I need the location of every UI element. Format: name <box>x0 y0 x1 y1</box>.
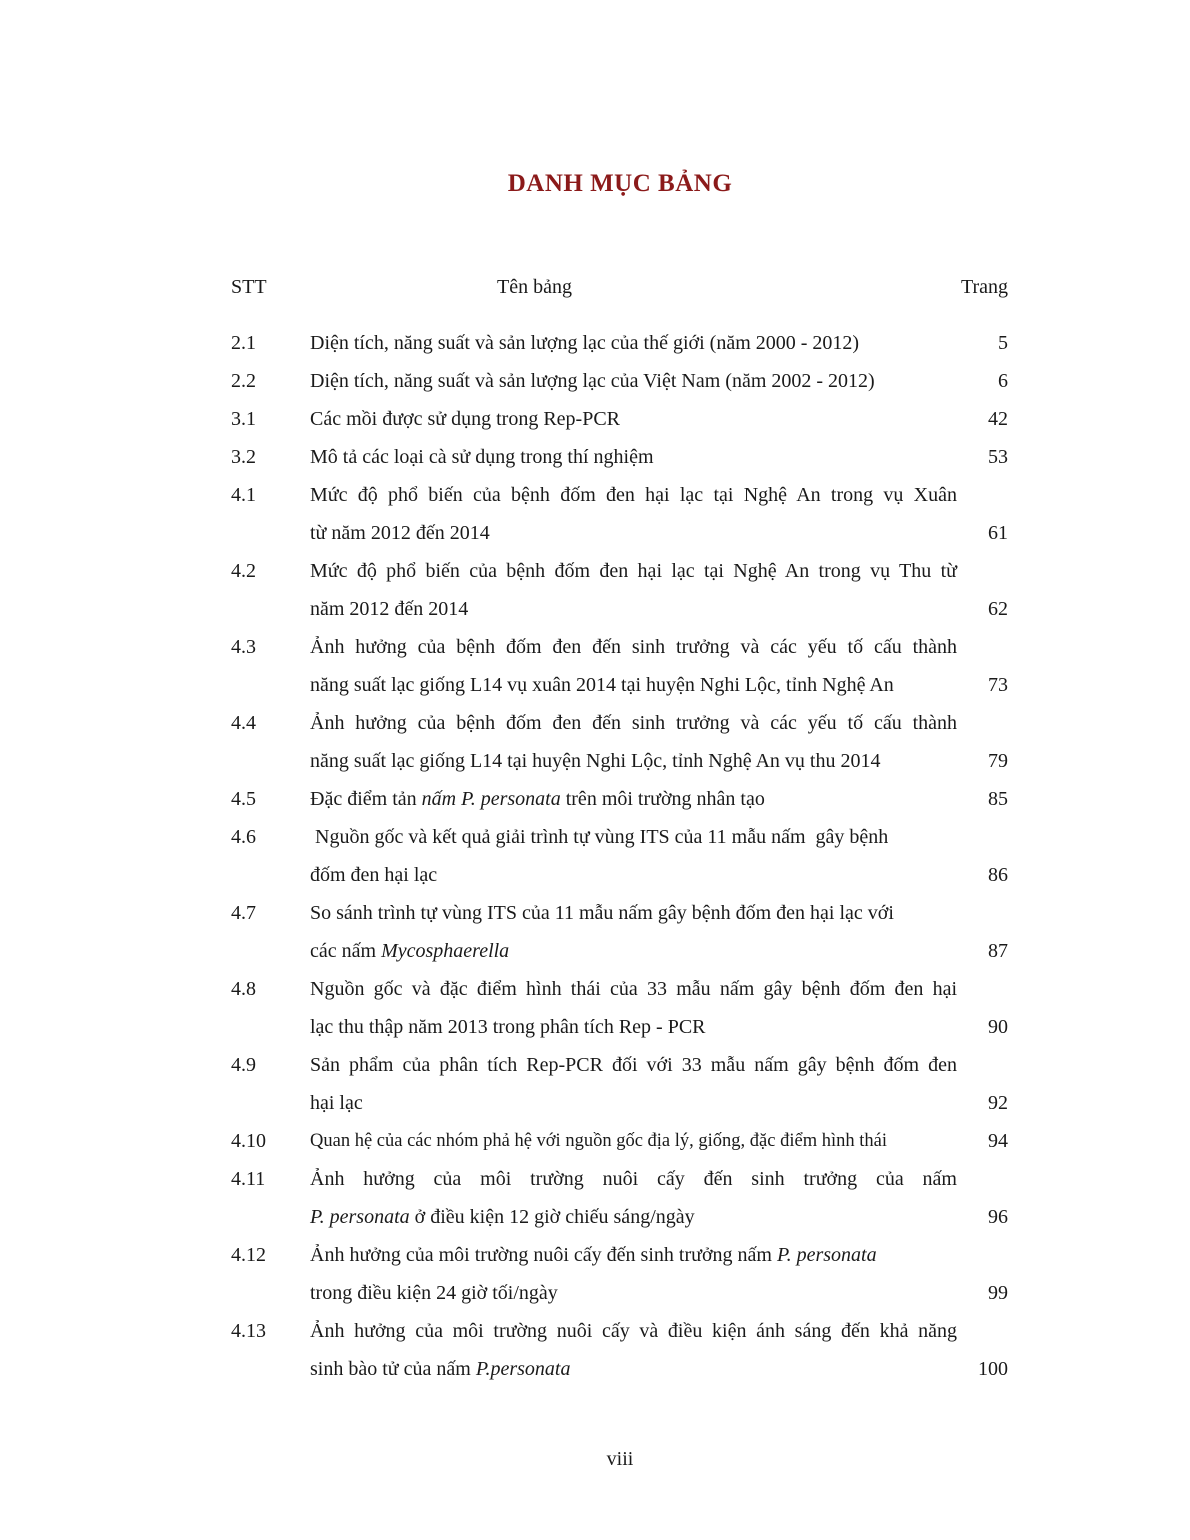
row-title <box>310 1312 957 1388</box>
row-page: 5 <box>998 332 1008 354</box>
row-title-line: Các mồi được sử dụng trong Rep-PCR <box>310 408 621 430</box>
row-number: 4.2 <box>231 560 256 582</box>
row-page: 94 <box>988 1130 1008 1152</box>
row-number: 4.8 <box>231 978 256 1000</box>
row-title <box>310 324 957 362</box>
row-page: 86 <box>988 864 1008 886</box>
row-number: 4.5 <box>231 788 256 810</box>
row-title <box>310 818 957 894</box>
row-page: 62 <box>988 598 1008 620</box>
row-title-line: năm 2012 đến 2014 <box>310 598 469 620</box>
row-title <box>310 894 957 970</box>
row-number: 3.1 <box>231 408 256 430</box>
row-title-line: Quan hệ của các nhóm phả hệ với nguồn gốc địa lý, giống, đặc điểm hình thái <box>310 1131 887 1151</box>
row-page: 90 <box>988 1016 1008 1038</box>
row-title <box>310 970 957 1046</box>
row-number: 4.10 <box>231 1130 266 1152</box>
row-title-line: đốm đen hại lạc <box>310 864 438 886</box>
row-title-line: Mô tả các loại cà sử dụng trong thí nghiệm <box>310 446 654 468</box>
row-title-line: Nguồn gốc và kết quả giải trình tự vùng ITS của 11 mẫu nấm gây bệnh <box>310 826 889 848</box>
row-title-line: Ảnh hưởng của bệnh đốm đen đến sinh trưởng và các yếu tố cấu thành <box>310 712 957 734</box>
row-title-line: Ảnh hưởng của bệnh đốm đen đến sinh trưởng và các yếu tố cấu thành <box>310 636 957 658</box>
row-number: 3.2 <box>231 446 256 468</box>
row-number: 4.9 <box>231 1054 256 1076</box>
row-title-line: hại lạc <box>310 1092 363 1114</box>
row-number: 4.6 <box>231 826 256 848</box>
row-title-line: Ảnh hưởng của môi trường nuôi cấy đến sinh trưởng của nấm <box>310 1168 957 1190</box>
row-page: 53 <box>988 446 1008 468</box>
row-title-line: Mức độ phổ biến của bệnh đốm đen hại lạc tại Nghệ An trong vụ Xuân <box>310 484 957 506</box>
row-title <box>310 1236 957 1312</box>
row-title-line: các nấm Mycosphaerella <box>310 940 510 962</box>
row-number: 4.3 <box>231 636 256 658</box>
row-number: 2.1 <box>231 332 256 354</box>
row-title-line: So sánh trình tự vùng ITS của 11 mẫu nấm gây bệnh đốm đen hại lạc với <box>310 902 894 924</box>
row-title <box>310 1160 957 1236</box>
page-title: DANH MỤC BẢNG <box>507 170 733 197</box>
row-page: 100 <box>978 1358 1008 1380</box>
row-title <box>310 476 957 552</box>
row-title <box>310 704 957 780</box>
row-title-line: Ảnh hưởng của môi trường nuôi cấy đến sinh trưởng nấm P. personata <box>310 1244 877 1266</box>
row-page: 92 <box>988 1092 1008 1114</box>
row-title <box>310 1046 957 1122</box>
column-header-name: Tên bảng <box>497 276 572 298</box>
row-title-line: trong điều kiện 24 giờ tối/ngày <box>310 1282 558 1304</box>
row-page: 87 <box>988 940 1008 962</box>
row-page: 73 <box>988 674 1008 696</box>
row-page: 61 <box>988 522 1008 544</box>
row-number: 2.2 <box>231 370 256 392</box>
row-page: 42 <box>988 408 1008 430</box>
row-title <box>310 552 957 628</box>
row-title-line: từ năm 2012 đến 2014 <box>310 522 490 544</box>
row-page: 6 <box>998 370 1008 392</box>
column-header-stt: STT <box>231 276 267 298</box>
row-number: 4.1 <box>231 484 256 506</box>
row-title-line: Mức độ phổ biến của bệnh đốm đen hại lạc tại Nghệ An trong vụ Thu từ <box>310 560 957 582</box>
row-title-line: năng suất lạc giống L14 tại huyện Nghi Lộc, tỉnh Nghệ An vụ thu 2014 <box>310 750 881 772</box>
row-title-line: sinh bào tử của nấm P.personata <box>310 1358 571 1380</box>
row-page: 85 <box>988 788 1008 810</box>
row-number: 4.13 <box>231 1320 266 1342</box>
row-page: 99 <box>988 1282 1008 1304</box>
row-title <box>310 780 957 818</box>
row-number: 4.7 <box>231 902 256 924</box>
row-title-line: Sản phẩm của phân tích Rep-PCR đối với 33 mẫu nấm gây bệnh đốm đen <box>310 1054 957 1076</box>
row-title-line: Đặc điểm tản nấm P. personata trên môi trường nhân tạo <box>310 788 765 810</box>
row-title <box>310 1122 957 1160</box>
row-title <box>310 438 957 476</box>
row-title <box>310 400 957 438</box>
row-number: 4.4 <box>231 712 256 734</box>
row-number: 4.12 <box>231 1244 266 1266</box>
row-title-line: lạc thu thập năm 2013 trong phân tích Rep - PCR <box>310 1016 706 1038</box>
row-title-line: Diện tích, năng suất và sản lượng lạc của Việt Nam (năm 2002 - 2012) <box>310 370 875 392</box>
row-page: 79 <box>988 750 1008 772</box>
row-title-line: Nguồn gốc và đặc điểm hình thái của 33 mẫu nấm gây bệnh đốm đen hại <box>310 978 957 1000</box>
row-title <box>310 628 957 704</box>
row-title-line: năng suất lạc giống L14 vụ xuân 2014 tại huyện Nghi Lộc, tỉnh Nghệ An <box>310 674 894 696</box>
row-number: 4.11 <box>231 1168 266 1190</box>
row-title <box>310 362 957 400</box>
row-title-line: Diện tích, năng suất và sản lượng lạc của thế giới (năm 2000 - 2012) <box>310 332 860 354</box>
page-number: viii <box>606 1448 634 1470</box>
row-title-line: Ảnh hưởng của môi trường nuôi cấy và điều kiện ánh sáng đến khả năng <box>310 1320 957 1342</box>
row-title-line: P. personata ở điều kiện 12 giờ chiếu sáng/ngày <box>310 1206 695 1228</box>
row-page: 96 <box>988 1206 1008 1228</box>
column-header-page: Trang <box>960 276 1008 298</box>
